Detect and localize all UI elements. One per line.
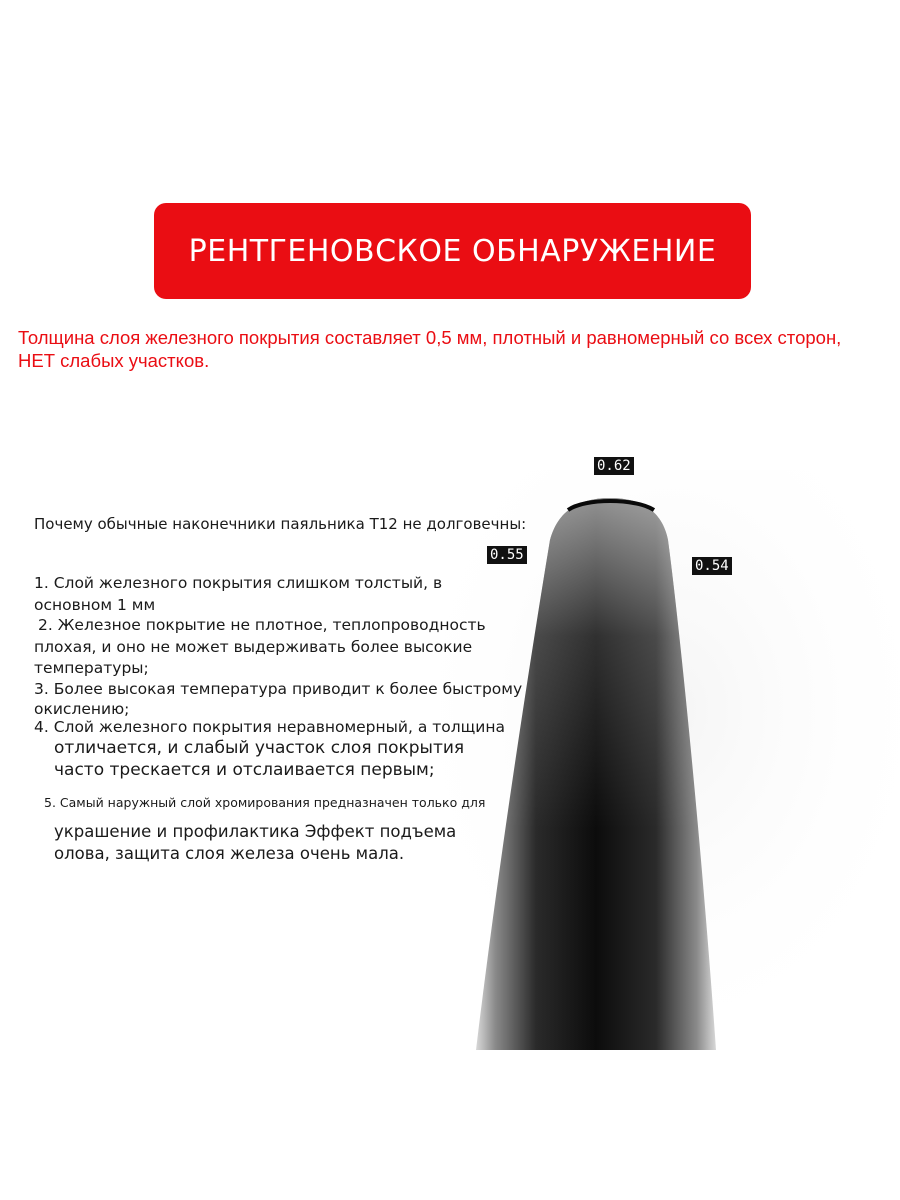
reason-4-line-1: 4. Слой железного покрытия неравномерный, а толщина xyxy=(34,718,505,736)
coating-note: Толщина слоя железного покрытия составляет 0,5 мм, плотный и равномерный со всех сторон, НЕТ слабых участков. xyxy=(18,327,842,371)
thickness-label-top: 0.62 xyxy=(594,457,634,475)
reason-1-line-2: основном 1 мм xyxy=(34,596,156,614)
title-banner xyxy=(154,203,751,299)
thickness-label-right: 0.54 xyxy=(692,557,732,575)
reason-1-line-1: 1. Слой железного покрытия слишком толстый, в xyxy=(34,574,443,592)
reason-5-line-3: олова, защита слоя железа очень мала. xyxy=(54,844,405,863)
thickness-label-left: 0.55 xyxy=(487,546,527,564)
reason-2-line-2: плохая, и оно не может выдерживать более высокие xyxy=(34,638,473,656)
reason-3-line-1: 3. Более высокая температура приводит к более быстрому xyxy=(34,680,523,698)
reason-3-line-2: окислению; xyxy=(34,700,130,718)
reason-2-line-3: температуры; xyxy=(34,659,149,677)
reason-5-line-2: украшение и профилактика Эффект подъема xyxy=(54,822,457,841)
reason-4-line-3: часто трескается и отслаивается первым; xyxy=(54,760,435,780)
reason-4-line-2: отличается, и слабый участок слоя покрытия xyxy=(54,738,465,758)
reasons-question: Почему обычные наконечники паяльника Т12 не долговечны: xyxy=(34,515,527,533)
reason-5-line-1: 5. Самый наружный слой хромирования предназначен только для xyxy=(44,795,486,810)
banner-title: РЕНТГЕНОВСКОЕ ОБНАРУЖЕНИЕ xyxy=(188,233,717,269)
reason-2-line-1: 2. Железное покрытие не плотное, теплопроводность xyxy=(38,616,486,634)
